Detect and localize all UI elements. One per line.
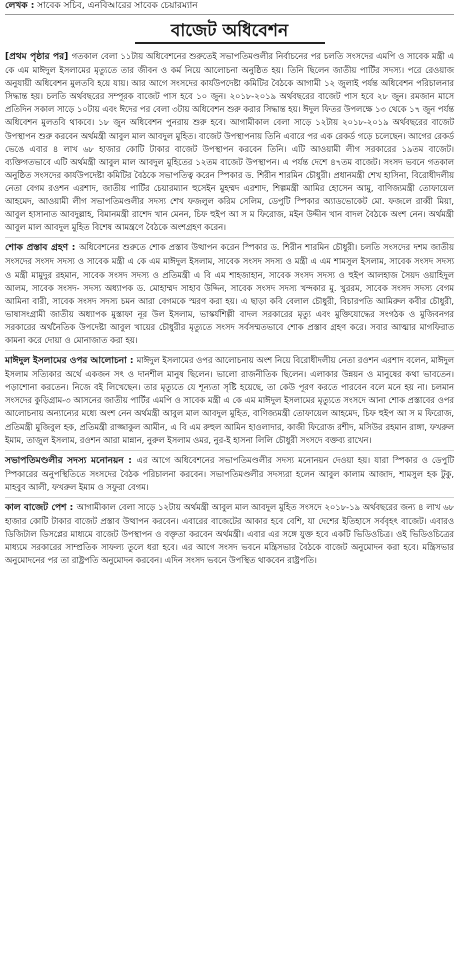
section-subhead: [প্রথম পৃষ্ঠার পর] <box>5 52 72 62</box>
section-subhead: কাল বাজেট পেশ : <box>5 503 77 513</box>
section-subhead: সভাপতিমণ্ডলীর সদস্য মনোনয়ন : <box>5 455 137 466</box>
article-section-nomination <box>5 454 454 498</box>
section-subhead: শোক প্রস্তাব গ্রহণ : <box>5 243 80 254</box>
byline-text: সাবেক সচিব, এনবিআরের সাবেক চেয়ারম্যান <box>37 1 198 11</box>
section-body: মাঈদুল ইসলামের ওপর আলোচনায় অংশ নিয়ে বিরোধীদলীয় নেতা রওশন এরশাদ বলেন, মাঈদুল ইসলাম সত্যিকার অর্থে একজন সৎ ও দানশীল মানুষ ছিলেন। ভালো রাজনীতিক ছিলেন। এলাকার উন্নয়ন ও মানুষের কথা ভাবতেন। পড়াশোনা করতেন। নিজে বই লিখেছেন। তার মৃত্যুতে যে শূন্যতা সৃষ্টি হয়েছে, তা কেউ পূরণ করতে পারবেন বলে মনে হয় না। চলমান সংসদের কুড়িগ্রাম-৩ আসনের জাতীয় পার্টির এমপি ও সাবেক মন্ত্রী এ কে এম মাঈদুল ইসলামের মৃত্যুতে সংসদে আনা শোক প্রস্তাবের ওপর আলোচনায় অন্যান্যের মধ্যে অংশ নেন অর্থমন্ত্রী আবুল মাল আবদুল মুহিত, বাণিজ্যমন্ত্রী তোফায়েল আহমেদ, চিফ হুইপ আ স ম ফিরোজ, প্রতিমন্ত্রী মুজিবুল হক, প্রতিমন্ত্রী রাজ্জাকুল আমীন, এ বি এম রুহুল আমিন হাওলাদার, কাজী ফিরোজ রশীদ, মসিউর রহমান রাঙ্গা, ফখরুল ইমাম, তাজুল ইসলাম, রওশন আরা মান্নান, নুরুল ইসলাম ওমর, নুর-ই হাসনা লিলি চৌধুরী সংসদে বক্তব্য রাখেন। <box>5 355 454 445</box>
article-title: বাজেট অধিবেশন <box>135 20 325 44</box>
section-body: আগামীকাল বেলা সাড়ে ১২টায় অর্থমন্ত্রী আবুল মাল আবদুল মুহিত সংসদে ২০১৮-১৯ অর্থবছরের জন্য ৪ লাখ ৬৮ হাজার কোটি টাকার বাজেট প্রস্তাব উত্থাপন করবেন। এবারের বাজেটের আকার হবে বেশি, যা দেশের ইতিহাসে সর্ববৃহৎ বাজেট। এবারও ডিজিটাল ডিসপ্লের মাধ্যমে বাজেট উপস্থাপন ও বক্তৃতা করবেন অর্থমন্ত্রী। এবার এর সঙ্গে যুক্ত হবে একটি ভিডিওচিত্র। ওই ভিডিওচিত্রের মাধ্যমে সরকারের সাম্প্রতিক সাফল্য তুলে ধরা হবে। এর আগে সংসদ ভবনে মন্ত্রিসভার বৈঠকে বাজেট অনুমোদন করা হবে। মন্ত্রিসভার অনুমোদনের পর তা রাষ্ট্রপতি অনুমোদন করবেন। এদিন সংসদ ভবনে উপস্থিত থাকবেন রাষ্ট্রপতি। <box>5 502 454 566</box>
byline-label: লেখক : <box>5 1 35 11</box>
author-byline <box>5 0 454 15</box>
section-body: এর আগে অধিবেশনের সভাপতিমণ্ডলীর সদস্য মনোনয়ন দেওয়া হয়। যারা স্পিকার ও ডেপুটি স্পিকারের অনুপস্থিতিতে সংসদের বৈঠক পরিচালনা করবেন। সভাপতিমণ্ডলীর সদস্যরা হলেন আবুল কালাম আজাদ, শামসুল হক টুকু, মাহবুব আলী, ফখরুল ইমাম ও সফুরা বেগম। <box>5 454 455 492</box>
section-body: গতকাল বেলা ১১টায় অধিবেশনের শুরুতেই সভাপতিমণ্ডলীর নির্বাচনের পর চলতি সংসদের এমপি ও সাবেক মন্ত্রী এ কে এম মাঈদুল ইসলামের মৃত্যুতে তার জীবন ও কর্ম নিয়ে আলোচনা অনুষ্ঠিত হয়। তিনি ছিলেন জাতীয় পার্টির সদস্য। পরে রেওয়াজ অনুযায়ী অধিবেশন মুলতবি হয়ে যায়। আর আগে সংসদের কার্যউপদেষ্টা কমিটির বৈঠকে আগামী ১২ জুলাই পর্যন্ত অধিবেশন পরিচালনার সিদ্ধান্ত হয়। চলতি অর্থবছরের সম্পূরক বাজেট পাস হবে ১০ জুন। ২০১৮-২০১৯ অর্থবছরের বাজেট পাস হবে ২৮ জুন। রমজান মাসে প্রতিদিন সকাল সাড়ে ১০টায় এবং ঈদের পর বেলা ৩টায় অধিবেশন শুরু করার সিদ্ধান্ত হয়। ঈদুল ফিতর উপলক্ষে ১৩ থেকে ১৭ জুন পর্যন্ত অধিবেশন মুলতবি থাকবে। ১৮ জুন অধিবেশন পুনরায় শুরু হবে। আগামীকাল বেলা সাড়ে ১২টায় ২০১৮-২০১৯ অর্থবছরের বাজেট উপস্থাপন শুরু করবেন অর্থমন্ত্রী আবুল মাল আবদুল মুহিত। বাজেট উপস্থাপনায় তিনি এবারে পর এক রেকর্ড গড়ে চলেছেন। আগের রেকর্ড ভেঙে এবার ৪ লাখ ৬৮ হাজার কোটি টাকার বাজেট উপস্থাপন করবেন তিনি। এটি আওয়ামী লীগ সরকারের ১৯তম বাজেট। ব্যক্তিগতভাবে এটি অর্থমন্ত্রী আবুল মাল আবদুল মুহিতের ১২তম বাজেট উপস্থাপন। এ পর্যন্ত দেশে ৪৭তম বাজেট। সংসদ ভবনে গতকাল অনুষ্ঠিত সংসদের কার্যউপদেষ্টা কমিটির বৈঠকে সভাপতিত্ব করেন স্পিকার ড. শিরীন শারমিন চৌধুরী। প্রধানমন্ত্রী শেখ হাসিনা, বিরোধীদলীয় নেতা বেগম রওশন এরশাদ, জাতীয় পার্টির চেয়ারম্যান হুসেইন মুহম্মদ এরশাদ, শিল্পমন্ত্রী আমির হোসেন আমু, বাণিজ্যমন্ত্রী তোফায়েল আহমেদ, আওয়ামী লীগ সভাপতিমণ্ডলীর সদস্য শেখ ফজলুল করিম সেলিম, ডেপুটি স্পিকার অ্যাডভোকেট মো. ফজলে রাব্বী মিয়া, আবুল হাসানাত আবদুল্লাহ, বিমানমন্ত্রী রাশেদ খান মেনন, চিফ হুইপ আ স ম ফিরোজ, মইন উদ্দীন খান বাদল বৈঠকে অংশ নেন। অর্থমন্ত্রী আবুল মাল আবদুল মুহিত বিশেষ আমন্ত্রণে বৈঠকে অংশগ্রহণ করেন। <box>5 51 455 233</box>
article-section-discussion <box>5 354 454 451</box>
article-section-budget <box>5 501 454 570</box>
article-section-continuation <box>5 50 454 238</box>
article-section-condolence <box>5 241 454 351</box>
section-body: অধিবেশনের শুরুতে শোক প্রস্তাব উত্থাপন করেন স্পিকার ড. শিরীন শারমিন চৌধুরী। চলতি সংসদের দশম জাতীয় সংসদের সংসদ সদস্য ও সাবেক মন্ত্রী এ কে এম মাঈদুল ইসলাম, সাবেক সংসদ সদস্য ও মন্ত্রী এ এম শামসুল ইসলাম, সাবেক সংসদ সদস্য ও মন্ত্রী মামুদুর রহমান, সাবেক সংসদ সদস্য ও প্রতিমন্ত্রী এ বি এম শাহজাহান, সাবেক সংসদ সদস্য ও হুইপ আলহাজ সৈয়দ ওয়াহিদুল আলম, সাবেক সংসদ- সদস্য অধ্যাপক ড. মোহাম্মদ সাহাব উদ্দিন, সাবেক সংসদ সদস্য খন্দকার মু. খুররম, সাবেক সংসদ সদস্য বেগম আমিনা বারী, সাবেক সংসদ সদস্য চমন আরা বেগমকে স্মরণ করা হয়। এ ছাড়া কবি বেলাল চৌধুরী, বিচারপতি আমিরুল কবীর চৌধুরী, ভাষাসংগ্রামী জাতীয় অধ্যাপক মুস্তাফা নূর উল ইসলাম, ভাস্কর্যশিল্পী বাদল সরকারের মৃত্যু এবং মুক্তিযোদ্ধের সংগঠক ও মুজিবনগর সরকারের অর্থনৈতিক উপদেষ্টা আবুল খায়ের চৌধুরীর মৃত্যুতে সংসদ সর্বসম্মতভাবে শোক প্রস্তাব গ্রহণ করে। সবার আত্মার মাগফিরাত কামনা করে দোয়া ও মোনাজাত করা হয়। <box>5 242 454 345</box>
section-subhead: মাঈদুল ইসলামের ওপর আলোচনা : <box>5 356 137 367</box>
